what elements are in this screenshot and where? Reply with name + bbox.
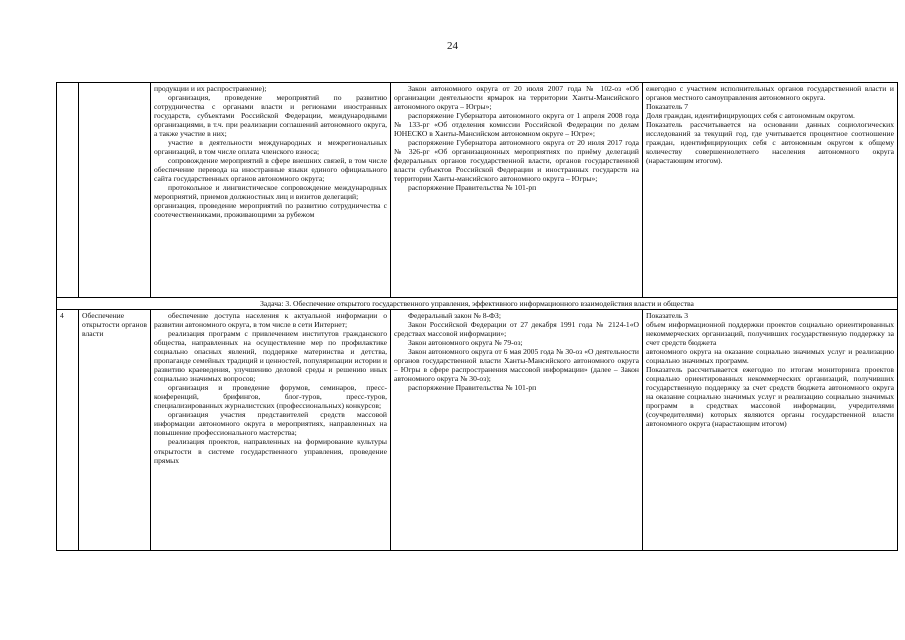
page-number: 24 bbox=[447, 40, 458, 52]
legal-act-text: распоряжение Правительства № 101-рп bbox=[408, 383, 537, 393]
task-heading: Задача: 3. Обеспечение открытого государственного управления, эффективного информационного взаимодействия власти и общества bbox=[57, 298, 898, 310]
measures-cell bbox=[151, 310, 391, 551]
measure-text: обеспечение доступа населения к актуальной информации о развитии автономного округа, в том числе в сети Интернет; bbox=[154, 311, 387, 330]
measure-text: организация, проведение мероприятий по развитию сотрудничества с соотечественниками, проживающими за рубежом bbox=[154, 201, 387, 220]
program-table bbox=[56, 82, 898, 551]
measure-text: реализация проектов, направленных на формирование культуры открытости в системе государственного управления, проведение прямых bbox=[154, 437, 387, 465]
measure-text: сопровождение мероприятий в сфере внешних связей, в том числе обеспечение перевода на иностранные языки единого официального сайта государственных органов автономного округа; bbox=[154, 156, 387, 184]
table-row bbox=[57, 310, 898, 551]
task-row bbox=[57, 298, 898, 310]
indicator-text: автономного округа на оказание социально значимых услуг и реализацию социально значимых программ. bbox=[646, 347, 894, 366]
activity-name-cell: Обеспечение открытости органов власти bbox=[79, 310, 151, 551]
indicator-text: ежегодно с участием исполнительных органов государственной власти и органов местного самоуправления автономного округа. bbox=[646, 84, 894, 103]
legal-act-text: Закон автономного округа № 79-оз; bbox=[408, 338, 523, 348]
measure-text: организация и проведение форумов, семинаров, пресс-конференций, брифингов, блог-туров, пресс-туров, специализированных журналистских (профессиональных) конкурсов; bbox=[154, 383, 387, 411]
legal-act-text: Закон автономного округа от 20 июля 2007 года № 102-оз «Об организации деятельности ярмарок на территории Ханты-Мансийского автономного округа – Югры»; bbox=[394, 84, 639, 112]
measure-text: участие в деятельности международных и межрегиональных организаций, в том числе оплата членского взноса; bbox=[154, 138, 387, 157]
number-cell bbox=[57, 83, 79, 298]
indicator-title: Показатель 3 bbox=[646, 311, 689, 321]
measure-text: организация, проведение мероприятий по развитию сотрудничества с органами власти и регионами иностранных государств, субъектами Российской Федерации, международными организациями, в т.ч. при реализации соглашений автономного округа, а также участие в них; bbox=[154, 93, 387, 139]
indicator-title: Показатель 7 bbox=[646, 102, 689, 112]
number-cell: 4 bbox=[57, 310, 79, 551]
legal-act-text: распоряжение Губернатора автономного округа от 20 июля 2017 года № 326-рг «Об организационных мероприятиях по приёму делегаций федеральных органов государственной власти, органов государственной власти субъектов Российской Федерации и иностранных государств на территории Ханты-мансийского автономного округа – Югры»; bbox=[394, 138, 639, 184]
indicator-text: Доля граждан, идентифицирующих себя с автономным округом. bbox=[646, 111, 855, 121]
indicator-text: Показатель рассчитывается на основании данных социологических исследований за текущий год, где учитывается процентное соотношение граждан, идентифицирующих себя с автономным округом к общему количеству совершеннолетнего населения автономного округа (нарастающим итогом). bbox=[646, 120, 894, 166]
legal-act-text: распоряжение Правительства № 101-рп bbox=[408, 183, 537, 193]
measure-text: протокольное и лингвистическое сопровождение международных мероприятий, приемов должностных лиц и визитов делегаций; bbox=[154, 183, 387, 202]
legal-act-text: Закон автономного округа от 6 мая 2005 года № 30-оз «О деятельности органов государственной власти Ханты-Мансийского автономного округа – Югры в сфере распространения массовой информации» (далее – Закон автономного округа № 30-оз); bbox=[394, 347, 639, 384]
indicator-text: Показатель рассчитывается ежегодно по итогам мониторинга проектов социально ориентированных некоммерческих организаций, получивших государственную поддержку за счет средств бюджета автономного округа на оказание социально значимых услуг и реализацию социально значимых программ в средствах массовой информации, учредителями (соучредителями) которых являются органы государственной власти автономного округа (нарастающим итогом) bbox=[646, 365, 894, 429]
measures-cell bbox=[151, 83, 391, 298]
indicators-cell bbox=[643, 310, 898, 551]
legal-act-text: Федеральный закон № 8-ФЗ; bbox=[408, 311, 501, 321]
measure-text: продукции и их распространение); bbox=[154, 84, 267, 93]
legal-acts-cell bbox=[391, 83, 643, 298]
table-row bbox=[57, 83, 898, 298]
measure-text: организация участия представителей средств массовой информации автономного округа в мероприятиях, направленных на повышение профессионального мастерства; bbox=[154, 410, 387, 438]
measure-text: реализация программ с привлечением институтов гражданского общества, направленных на осуществление мер по профилактике социально опасных явлений, поддержке материнства и детства, пропаганде семейных традиций и ценностей, популяризации истории и развитию краеведения, улучшению деловой среды и решению иных социально значимых вопросов; bbox=[154, 329, 387, 384]
legal-act-text: Закон Российской Федерации от 27 декабря 1991 года № 2124-1«О средствах массовой информации»; bbox=[394, 320, 639, 339]
legal-act-text: распоряжение Губернатора автономного округа от 1 апреля 2008 года № 133-рг «Об отделения комиссии Российской Федерации по делам ЮНЕСКО в Ханты-Мансийском автономном округе – Югре»; bbox=[394, 111, 639, 139]
indicator-text: объем информационной поддержки проектов социально ориентированных некоммерческих организаций, получивших государственную поддержку за счет средств бюджета bbox=[646, 320, 894, 348]
indicators-cell bbox=[643, 83, 898, 298]
activity-name-cell bbox=[79, 83, 151, 298]
legal-acts-cell bbox=[391, 310, 643, 551]
